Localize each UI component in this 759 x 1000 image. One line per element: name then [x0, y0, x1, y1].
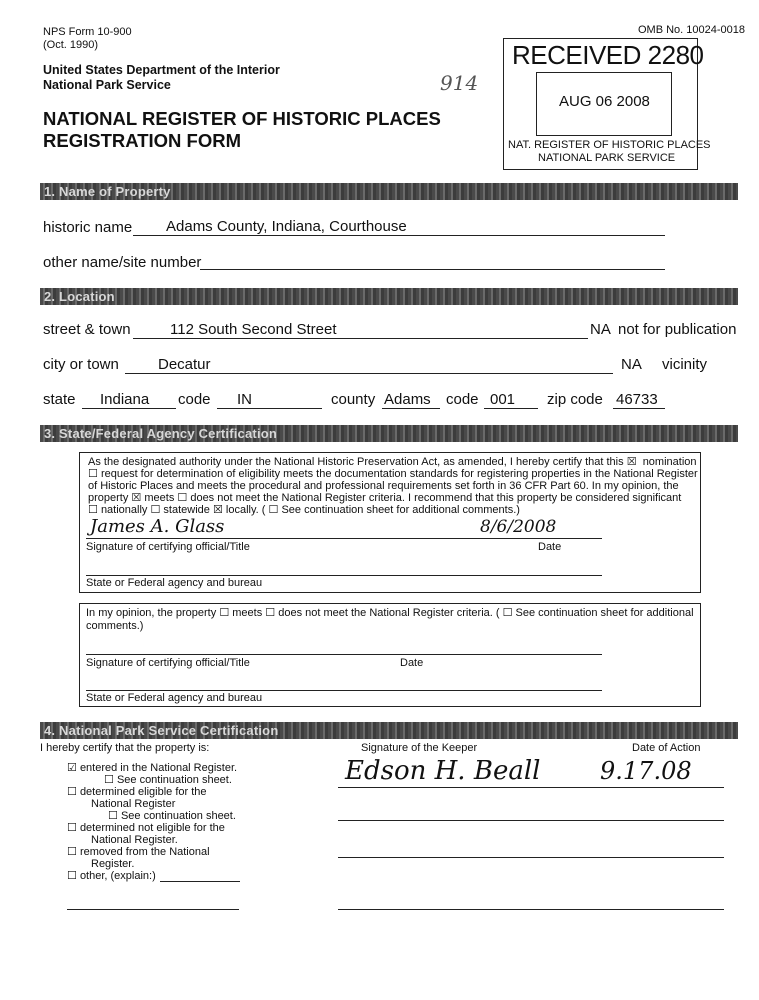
- county-code-field[interactable]: 001: [490, 391, 516, 408]
- form-number: NPS Form 10-900: [43, 26, 132, 38]
- keeper-signature: Edson H. Beall: [345, 756, 541, 786]
- certifying-signature: James A. Glass: [90, 516, 225, 537]
- see-cont1-checkbox[interactable]: ☐: [104, 773, 114, 786]
- historic-name-label: historic name: [43, 219, 133, 236]
- handwritten-number: 914: [440, 71, 479, 95]
- other-name-label: other name/site number: [43, 254, 202, 271]
- property-label: property: [88, 492, 129, 504]
- cert-line3: of Historic Places and meets the procedural and professional requirements set forth in 36 CFR Part 60. In my opinion, the: [88, 480, 679, 492]
- nationally-checkbox[interactable]: ☐: [88, 503, 98, 516]
- removed-label-2: Register.: [91, 858, 135, 870]
- opinion-meets-label: meets: [232, 607, 263, 619]
- see-cont1-label: See continuation sheet.: [116, 774, 232, 786]
- eligible-label-2: National Register: [91, 798, 176, 810]
- section-1-header: [40, 183, 738, 200]
- does-not-meet-label: does not meet the National Register criteria. I recommend that this property be considered significant: [190, 492, 682, 504]
- other-name-field[interactable]: [200, 269, 665, 270]
- statewide-label: statewide: [163, 504, 210, 516]
- removed-label: removed from the National: [79, 846, 210, 858]
- agency: National Park Service: [43, 78, 171, 92]
- see-cont2-label: See continuation sheet.: [120, 810, 236, 822]
- other-checkbox[interactable]: ☐: [67, 869, 77, 882]
- opinion-continuation-label: See continuation sheet for additional: [515, 607, 694, 619]
- historic-name-field[interactable]: Adams County, Indiana, Courthouse: [166, 218, 407, 235]
- see-cont2-checkbox[interactable]: ☐: [108, 809, 118, 822]
- entered-label: entered in the National Register.: [79, 762, 238, 774]
- stamp-date: AUG 06 2008: [559, 93, 650, 110]
- section-4-header: [40, 722, 738, 739]
- action-date-label: Date of Action: [632, 742, 701, 754]
- agency-label: State or Federal agency and bureau: [86, 577, 263, 589]
- zip-field[interactable]: 46733: [616, 391, 658, 408]
- other-explain-field[interactable]: [160, 881, 240, 882]
- nomination-label: nomination: [642, 456, 697, 468]
- section-3-header: [40, 425, 738, 442]
- agency-label-2: State or Federal agency and bureau: [86, 692, 263, 704]
- date-label-2: Date: [400, 657, 424, 669]
- county-code-label: code: [446, 391, 479, 408]
- opinion-agency-line[interactable]: [86, 690, 602, 691]
- eligible-checkbox[interactable]: ☐: [67, 785, 77, 798]
- opinion-comments: comments.): [86, 620, 144, 632]
- department: United States Department of the Interior: [43, 63, 280, 77]
- entered-checkbox[interactable]: ☑: [67, 761, 77, 774]
- not-for-pub-value: NA: [590, 321, 611, 338]
- county-field[interactable]: Adams: [384, 391, 431, 408]
- omb-number: OMB No. 10024-0018: [638, 24, 746, 36]
- meets-checkbox[interactable]: ☒: [131, 491, 142, 504]
- state-code-field[interactable]: IN: [237, 391, 252, 408]
- opinion-signature-line[interactable]: [86, 654, 602, 655]
- title-line1: NATIONAL REGISTER OF HISTORIC PLACES: [43, 108, 441, 129]
- continuation-label: See continuation sheet for additional comments.): [281, 504, 520, 516]
- stamp-line1: NAT. REGISTER OF HISTORIC PLACES: [508, 139, 711, 151]
- meets-label: meets: [144, 492, 175, 504]
- stamp-line2: NATIONAL PARK SERVICE: [538, 152, 676, 164]
- section-1-title: 1. Name of Property: [44, 184, 171, 199]
- form-date: (Oct. 1990): [43, 39, 99, 51]
- state-field[interactable]: Indiana: [100, 391, 150, 408]
- section-2-title: 2. Location: [44, 289, 115, 304]
- cert-line2: request for determination of eligibility meets the documentation standards for registering properties in the National Register: [100, 468, 698, 480]
- request-checkbox[interactable]: ☐: [88, 467, 98, 480]
- vicinity-label: vicinity: [662, 356, 708, 373]
- section-2-header: [40, 288, 738, 305]
- state-label: state: [43, 391, 76, 408]
- opinion-box: [79, 603, 701, 707]
- city-field[interactable]: Decatur: [158, 356, 211, 373]
- vicinity-value: NA: [621, 356, 642, 373]
- signature-label-2: Signature of certifying official/Title: [86, 657, 250, 669]
- state-certification-box: [79, 452, 701, 593]
- not-eligible-checkbox[interactable]: ☐: [67, 821, 77, 834]
- section-3-title: 3. State/Federal Agency Certification: [44, 426, 278, 441]
- continuation-checkbox[interactable]: ☐: [268, 503, 279, 516]
- nomination-checkbox[interactable]: ☒: [626, 455, 637, 468]
- nationally-label: nationally: [100, 504, 148, 516]
- opinion-not-meet-label: does not meet the National Register criteria. (: [278, 607, 500, 619]
- statewide-checkbox[interactable]: ☐: [150, 503, 161, 516]
- other-label: other, (explain:): [79, 870, 156, 882]
- date-label: Date: [538, 541, 562, 553]
- state-code-label: code: [178, 391, 211, 408]
- certify-intro: I hereby certify that the property is:: [40, 742, 210, 754]
- does-not-meet-checkbox[interactable]: ☐: [177, 491, 188, 504]
- opinion-prefix: In my opinion, the property: [86, 607, 217, 619]
- cert-line1: As the designated authority under the National Historic Preservation Act, as amended, I hereby certify that this: [88, 456, 624, 468]
- county-label: county: [331, 391, 376, 408]
- opinion-continuation-checkbox[interactable]: ☐: [502, 606, 513, 619]
- zip-label: zip code: [547, 391, 603, 408]
- keeper-label: Signature of the Keeper: [361, 742, 478, 754]
- locally-checkbox[interactable]: ☒: [212, 503, 223, 516]
- received-stamp: [503, 38, 711, 170]
- signature-label: Signature of certifying official/Title: [86, 541, 250, 553]
- stamp-received: RECEIVED 2280: [512, 40, 704, 70]
- eligible-label: determined eligible for the: [79, 786, 207, 798]
- action-date: 9.17.08: [600, 757, 692, 785]
- not-eligible-label-2: National Register.: [91, 834, 178, 846]
- title-line2: REGISTRATION FORM: [43, 130, 242, 151]
- section-4-title: 4. National Park Service Certification: [44, 723, 279, 738]
- street-field[interactable]: 112 South Second Street: [170, 321, 337, 338]
- certifying-date: 8/6/2008: [480, 517, 557, 537]
- opinion-meets-checkbox[interactable]: ☐: [219, 606, 230, 619]
- locally-label: locally. (: [225, 504, 266, 516]
- not-eligible-label: determined not eligible for the: [79, 822, 225, 834]
- city-label: city or town: [43, 356, 119, 373]
- not-for-pub-label: not for publication: [618, 321, 737, 338]
- removed-checkbox[interactable]: ☐: [67, 845, 77, 858]
- street-label: street & town: [43, 321, 131, 338]
- opinion-not-meet-checkbox[interactable]: ☐: [265, 606, 276, 619]
